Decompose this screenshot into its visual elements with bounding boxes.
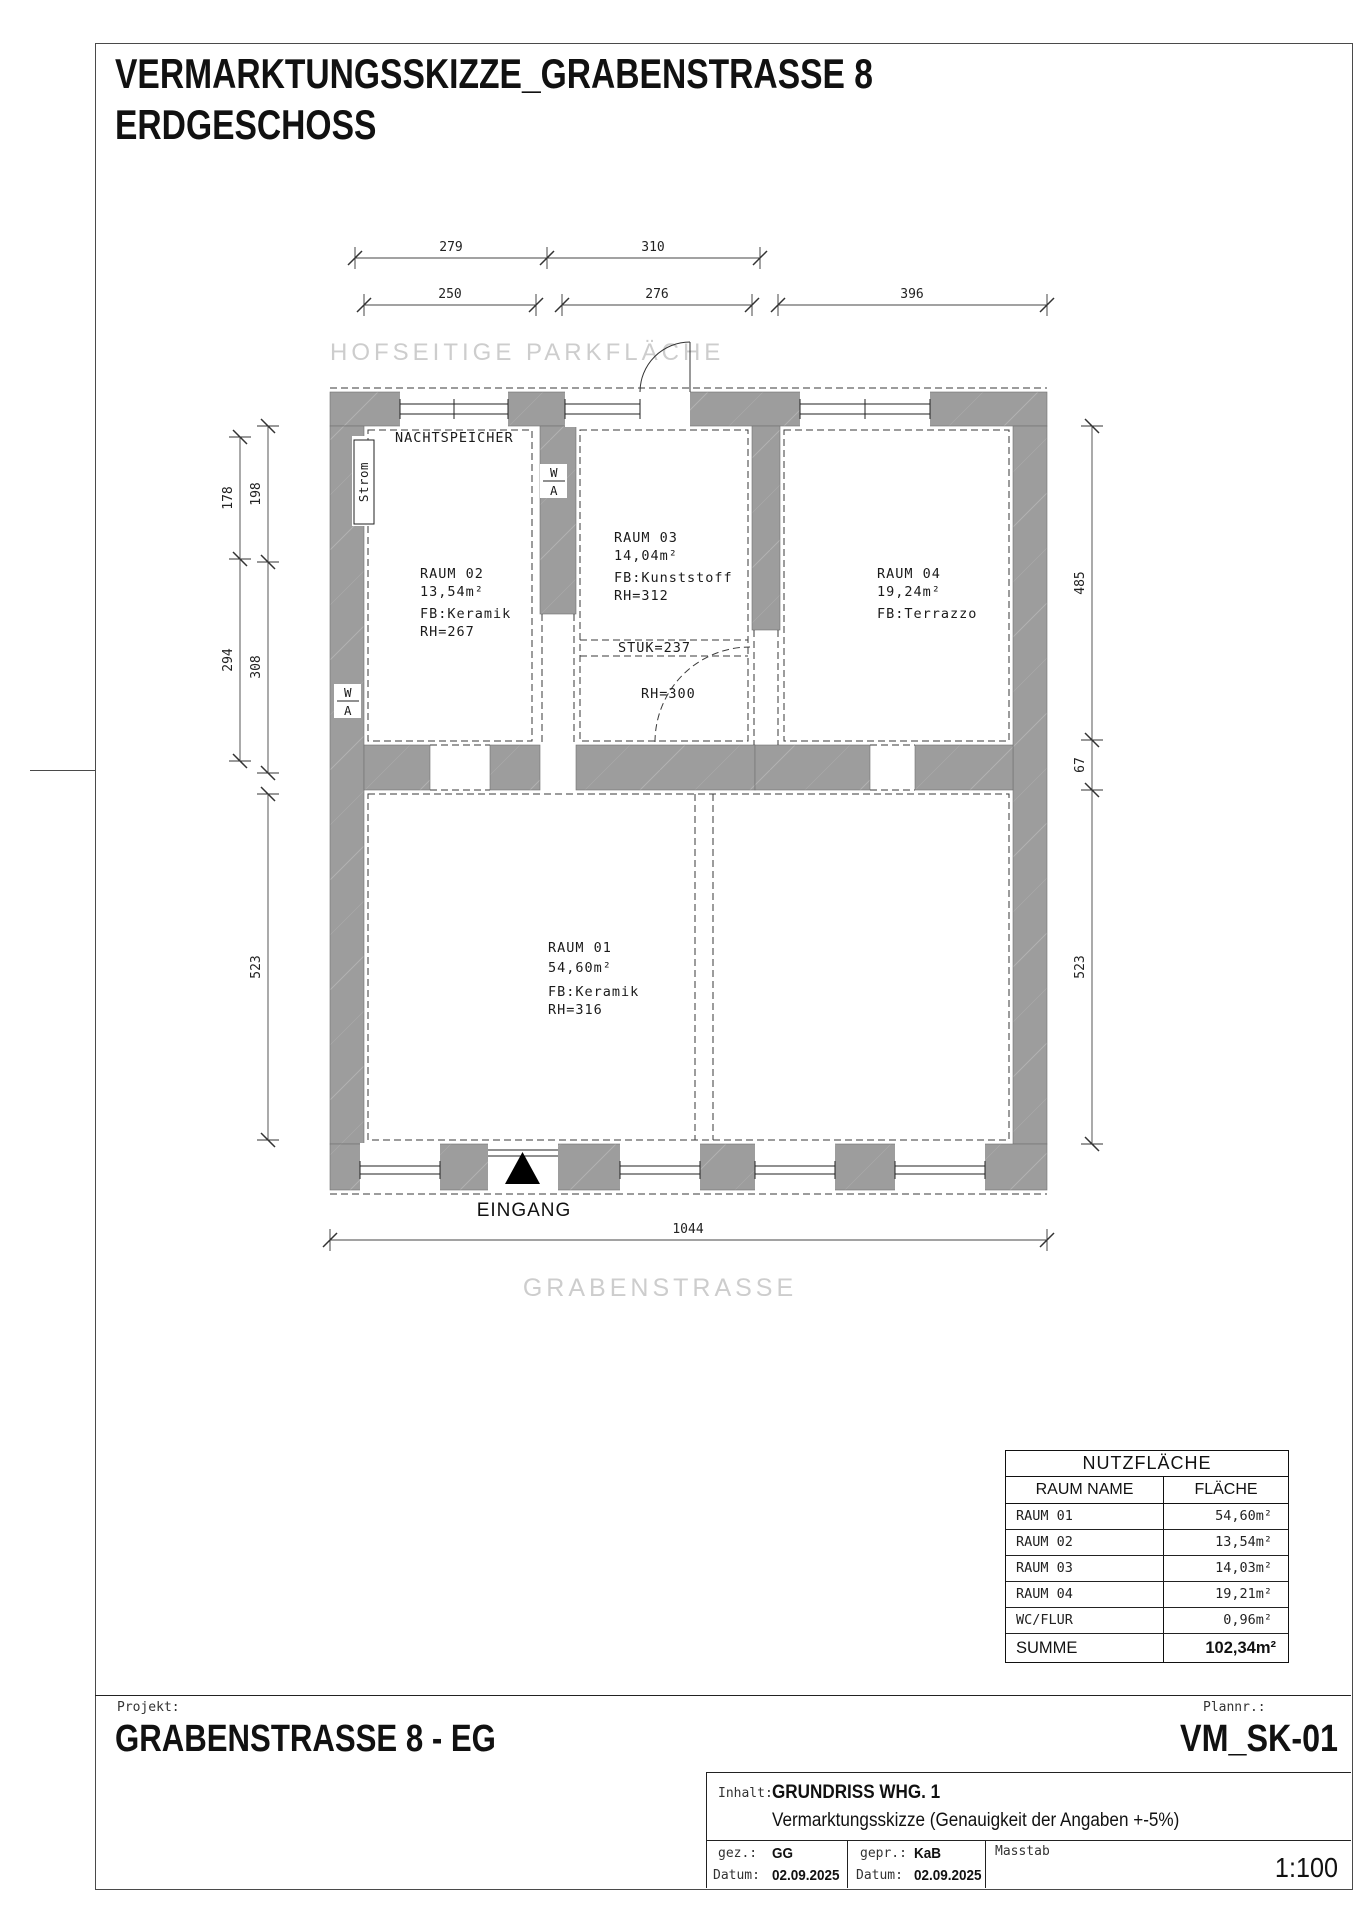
svg-text:FB:Kunststoff: FB:Kunststoff: [614, 570, 733, 586]
plannr-value: VM_SK-01: [1180, 1718, 1338, 1760]
gez-value: GG: [772, 1845, 794, 1862]
svg-text:13,54m²: 13,54m²: [420, 584, 484, 600]
svg-text:294: 294: [221, 648, 236, 672]
table-row: WC/FLUR 0,96m²: [1006, 1608, 1288, 1634]
table-row: RAUM 02 13,54m²: [1006, 1530, 1288, 1556]
svg-text:RAUM 01: RAUM 01: [548, 940, 612, 956]
gepr-label: gepr.:: [860, 1846, 907, 1861]
col-header-raum-name: RAUM NAME: [1006, 1477, 1164, 1503]
wall-middle-5: [915, 745, 1013, 790]
table-header-row: [1006, 1477, 1288, 1504]
svg-text:FB:Terrazzo: FB:Terrazzo: [877, 606, 978, 622]
wa-bottom: A: [343, 703, 353, 718]
svg-text:19,24m²: 19,24m²: [877, 584, 941, 600]
strom-box: [354, 440, 374, 524]
svg-text:RAUM 03: RAUM 03: [614, 530, 678, 546]
svg-text:250: 250: [438, 287, 462, 302]
svg-text:RH=316: RH=316: [548, 1002, 603, 1018]
svg-text:276: 276: [645, 287, 669, 302]
masstab-value: 1:100: [1274, 1852, 1338, 1883]
svg-text:RAUM 04: RAUM 04: [877, 566, 941, 582]
svg-text:198: 198: [249, 482, 264, 506]
gez-datum-label: Datum:: [713, 1868, 760, 1883]
svg-text:FB:Keramik: FB:Keramik: [420, 606, 512, 622]
drawing-title-line1: VERMARKTUNGSSKIZZE_GRABENSTRASSE 8: [115, 50, 873, 97]
room-03-label: [614, 530, 733, 604]
wa-top: W: [549, 465, 559, 480]
wa-top: W: [343, 685, 353, 700]
wa-symbol-2: [334, 684, 361, 718]
table-title: NUTZFLÄCHE: [1006, 1451, 1288, 1477]
sum-value: 102,34m²: [1205, 1639, 1276, 1657]
svg-text:523: 523: [1073, 955, 1088, 979]
wall-middle-3: [576, 745, 755, 790]
table-row: RAUM 04 19,21m²: [1006, 1582, 1288, 1608]
projekt-title: GRABENSTRASSE 8 - EG: [115, 1718, 496, 1760]
titleblock-line: [847, 1840, 848, 1888]
svg-text:523: 523: [249, 955, 264, 979]
svg-text:310: 310: [641, 240, 665, 255]
titleblock-line: [95, 1695, 1351, 1696]
sum-label: SUMME: [1006, 1634, 1164, 1662]
table-row: RAUM 03 14,03m²: [1006, 1556, 1288, 1582]
svg-text:RH=267: RH=267: [420, 624, 475, 640]
street-label-bottom: GRABENSTRASSE: [522, 1274, 798, 1302]
titleblock-line: [706, 1772, 707, 1888]
room-04-label: [877, 566, 977, 622]
titleblock-line: [706, 1840, 1351, 1841]
inhalt-line1: GRUNDRISS WHG. 1: [772, 1782, 941, 1803]
masstab-label: Masstab: [995, 1844, 1050, 1859]
svg-text:67: 67: [1073, 757, 1088, 773]
wall-partition-r02: [540, 426, 576, 614]
eingang-label: EINGANG: [476, 1200, 572, 1221]
wall-left: [330, 426, 364, 1144]
gez-label: gez.:: [718, 1846, 758, 1861]
inhalt-line2: Vermarktungsskizze (Genauigkeit der Angaben +-5%): [772, 1810, 1180, 1831]
svg-text:FB:Keramik: FB:Keramik: [548, 984, 640, 1000]
titleblock-line: [985, 1840, 986, 1888]
table-row: RAUM 01 54,60m²: [1006, 1504, 1288, 1530]
rh300-label: RH=300: [641, 686, 696, 702]
gepr-value: KaB: [914, 1845, 942, 1862]
svg-text:RAUM 02: RAUM 02: [420, 566, 484, 582]
wall-middle-4: [755, 745, 870, 790]
svg-text:279: 279: [439, 240, 463, 255]
wall-partition-r03-r04: [752, 426, 780, 630]
inhalt-label: Inhalt:: [718, 1786, 773, 1801]
projekt-label: Projekt:: [117, 1700, 180, 1715]
col-header-flaeche: FLÄCHE: [1194, 1481, 1258, 1498]
strom-label: Strom: [356, 461, 371, 503]
nutzflaeche-table: [1005, 1450, 1289, 1663]
svg-text:RH=312: RH=312: [614, 588, 669, 604]
svg-text:308: 308: [249, 655, 264, 679]
street-label-top: HOFSEITIGE PARKFLÄCHE: [330, 339, 725, 366]
svg-text:485: 485: [1073, 571, 1088, 595]
svg-text:396: 396: [900, 287, 924, 302]
svg-text:1044: 1044: [672, 1222, 704, 1237]
room-02-label: [420, 566, 511, 640]
walls: [330, 392, 1047, 1190]
svg-text:54,60m²: 54,60m²: [548, 960, 612, 976]
drawing-title-line2: ERDGESCHOSS: [115, 101, 377, 149]
stuk-label: STUK=237: [618, 640, 692, 656]
nachtspeicher-label: NACHTSPEICHER: [395, 430, 514, 446]
plannr-label: Plannr.:: [1203, 1700, 1266, 1715]
wall-middle-2: [490, 745, 540, 790]
gepr-datum-value: 02.09.2025: [914, 1867, 982, 1884]
titleblock-line: [706, 1772, 1351, 1773]
wa-bottom: A: [549, 483, 559, 498]
wall-outline-dashed: [330, 388, 1047, 1194]
wall-right: [1013, 426, 1047, 1144]
wa-symbol-1: [540, 464, 567, 498]
room-01-label: [548, 940, 639, 1018]
svg-text:178: 178: [221, 486, 236, 510]
gepr-datum-label: Datum:: [856, 1868, 903, 1883]
table-sum-row: [1006, 1634, 1288, 1662]
wall-middle-1: [364, 745, 430, 790]
gez-datum-value: 02.09.2025: [772, 1867, 840, 1884]
svg-text:14,04m²: 14,04m²: [614, 548, 678, 564]
